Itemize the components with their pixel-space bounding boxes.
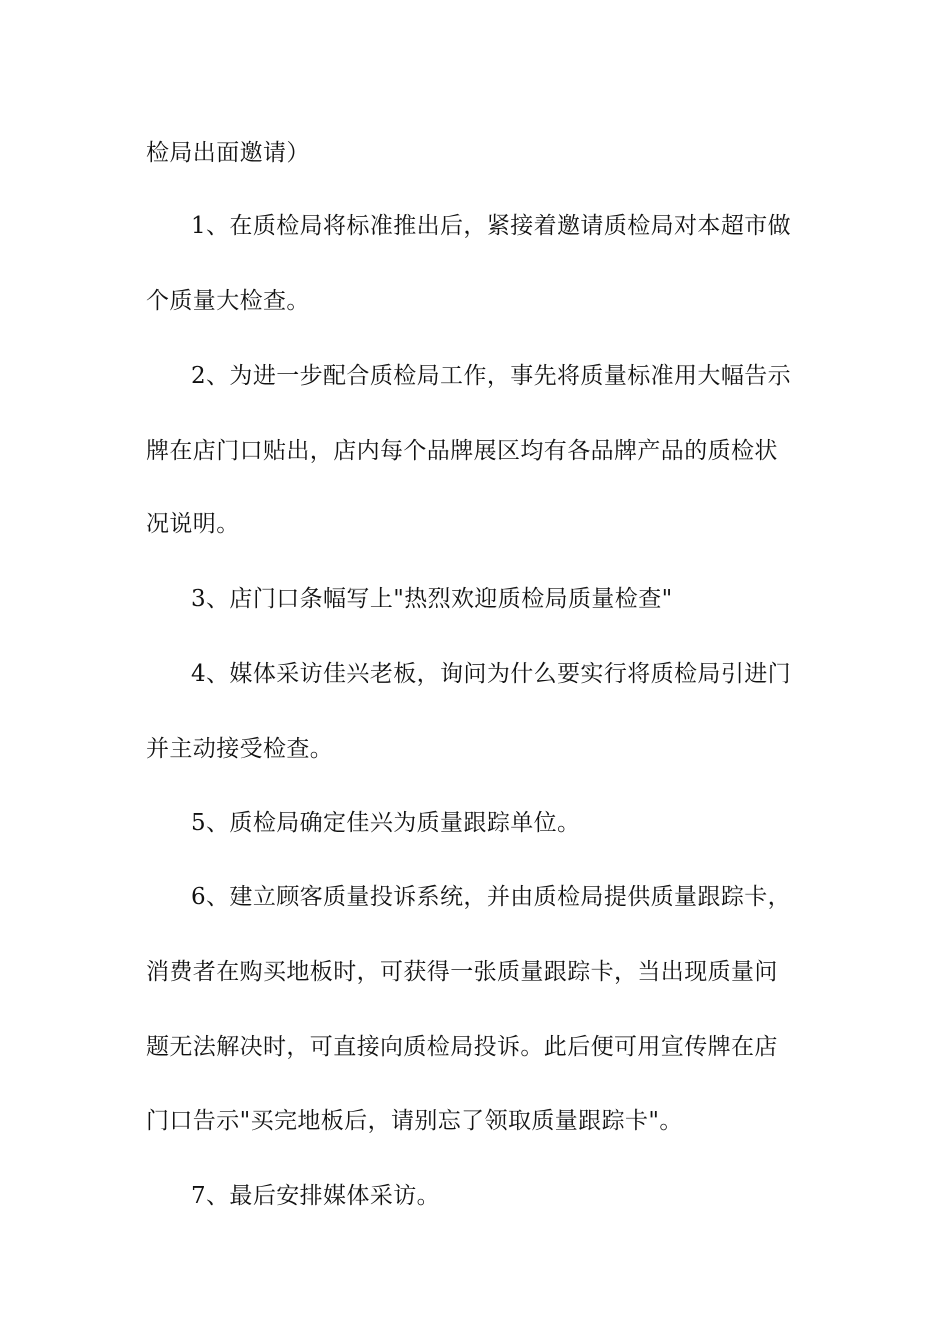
text-line-13: 题无法解决时，可直接向质检局投诉。此后便可用宣传牌在店 — [146, 1034, 778, 1060]
text-line-2: 1、在质检局将标准推出后，紧接着邀请质检局对本超市做 — [191, 213, 792, 239]
text-line-3: 个质量大检查。 — [146, 288, 310, 314]
text-line-15: 7、最后安排媒体采访。 — [191, 1183, 441, 1209]
text-line-1: 检局出面邀请） — [146, 140, 310, 166]
text-line-12: 消费者在购买地板时，可获得一张质量跟踪卡，当出现质量问 — [146, 959, 778, 985]
text-line-5: 牌在店门口贴出，店内每个品牌展区均有各品牌产品的质检状 — [146, 438, 778, 464]
text-line-8: 4、媒体采访佳兴老板，询问为什么要实行将质检局引进门 — [191, 661, 792, 687]
text-line-6: 况说明。 — [146, 511, 240, 537]
text-line-11: 6、建立顾客质量投诉系统，并由质检局提供质量跟踪卡， — [191, 884, 792, 910]
text-line-14: 门口告示"买完地板后，请别忘了领取质量跟踪卡"。 — [146, 1108, 683, 1134]
text-line-4: 2、为进一步配合质检局工作，事先将质量标准用大幅告示 — [191, 363, 792, 389]
text-line-10: 5、质检局确定佳兴为质量跟踪单位。 — [191, 810, 581, 836]
text-line-9: 并主动接受检查。 — [146, 736, 334, 762]
text-line-7: 3、店门口条幅写上"热烈欢迎质检局质量检查" — [191, 586, 673, 612]
